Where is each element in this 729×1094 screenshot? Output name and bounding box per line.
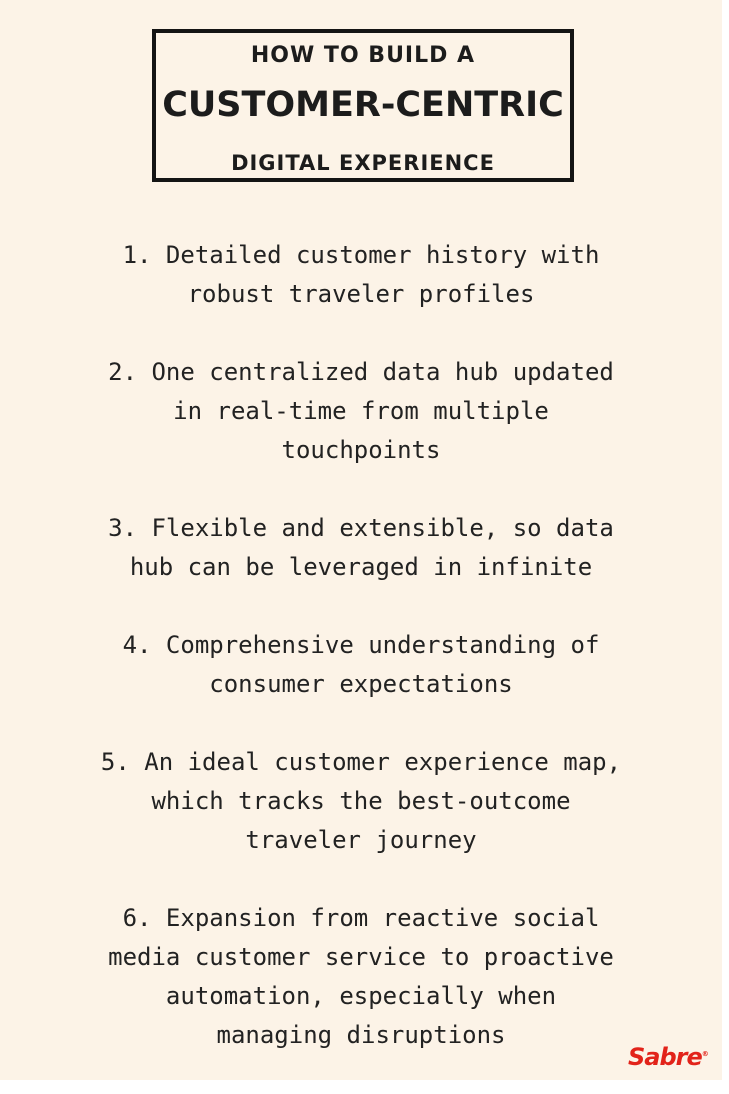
sabre-logo: [628, 1043, 709, 1071]
tips-list: [60, 236, 662, 1094]
list-item-2: [60, 353, 662, 470]
list-item-1: [60, 236, 662, 314]
list-item-6: [60, 899, 662, 1055]
list-item-line: automation, especially when: [165, 982, 557, 1010]
logo-wordmark: Sabre: [628, 1043, 702, 1071]
list-item-line: 1. Detailed customer history with: [122, 241, 600, 269]
title-line-2: CUSTOMER-CENTRIC: [162, 85, 564, 125]
list-item-line: managing disruptions: [216, 1021, 506, 1049]
list-item-line: touchpoints: [281, 436, 441, 464]
list-item-4: [60, 626, 662, 704]
title-line-3: DIGITAL EXPERIENCE: [231, 151, 495, 175]
list-item-line: which tracks the best-outcome: [151, 787, 571, 815]
list-item-5: [60, 743, 662, 860]
list-item-line: robust traveler profiles: [187, 280, 535, 308]
list-item-line: 2. One centralized data hub updated: [108, 358, 614, 386]
list-item-line: 5. An ideal customer experience map,: [100, 748, 622, 776]
title-box: [152, 29, 574, 182]
list-item-3: [60, 509, 662, 587]
title-line-1: HOW TO BUILD A: [250, 43, 476, 68]
list-item-line: 4. Comprehensive understanding of: [122, 631, 600, 659]
list-item-line: hub can be leveraged in infinite: [129, 553, 593, 581]
list-item-line: media customer service to proactive: [108, 943, 614, 971]
list-item-line: 3. Flexible and extensible, so data: [108, 514, 614, 542]
list-item-line: in real-time from multiple: [173, 397, 549, 425]
list-item-line: consumer expectations: [209, 670, 513, 698]
list-item-line: traveler journey: [245, 826, 477, 854]
registered-mark: ®: [701, 1050, 709, 1058]
list-item-line: 6. Expansion from reactive social: [122, 904, 600, 932]
